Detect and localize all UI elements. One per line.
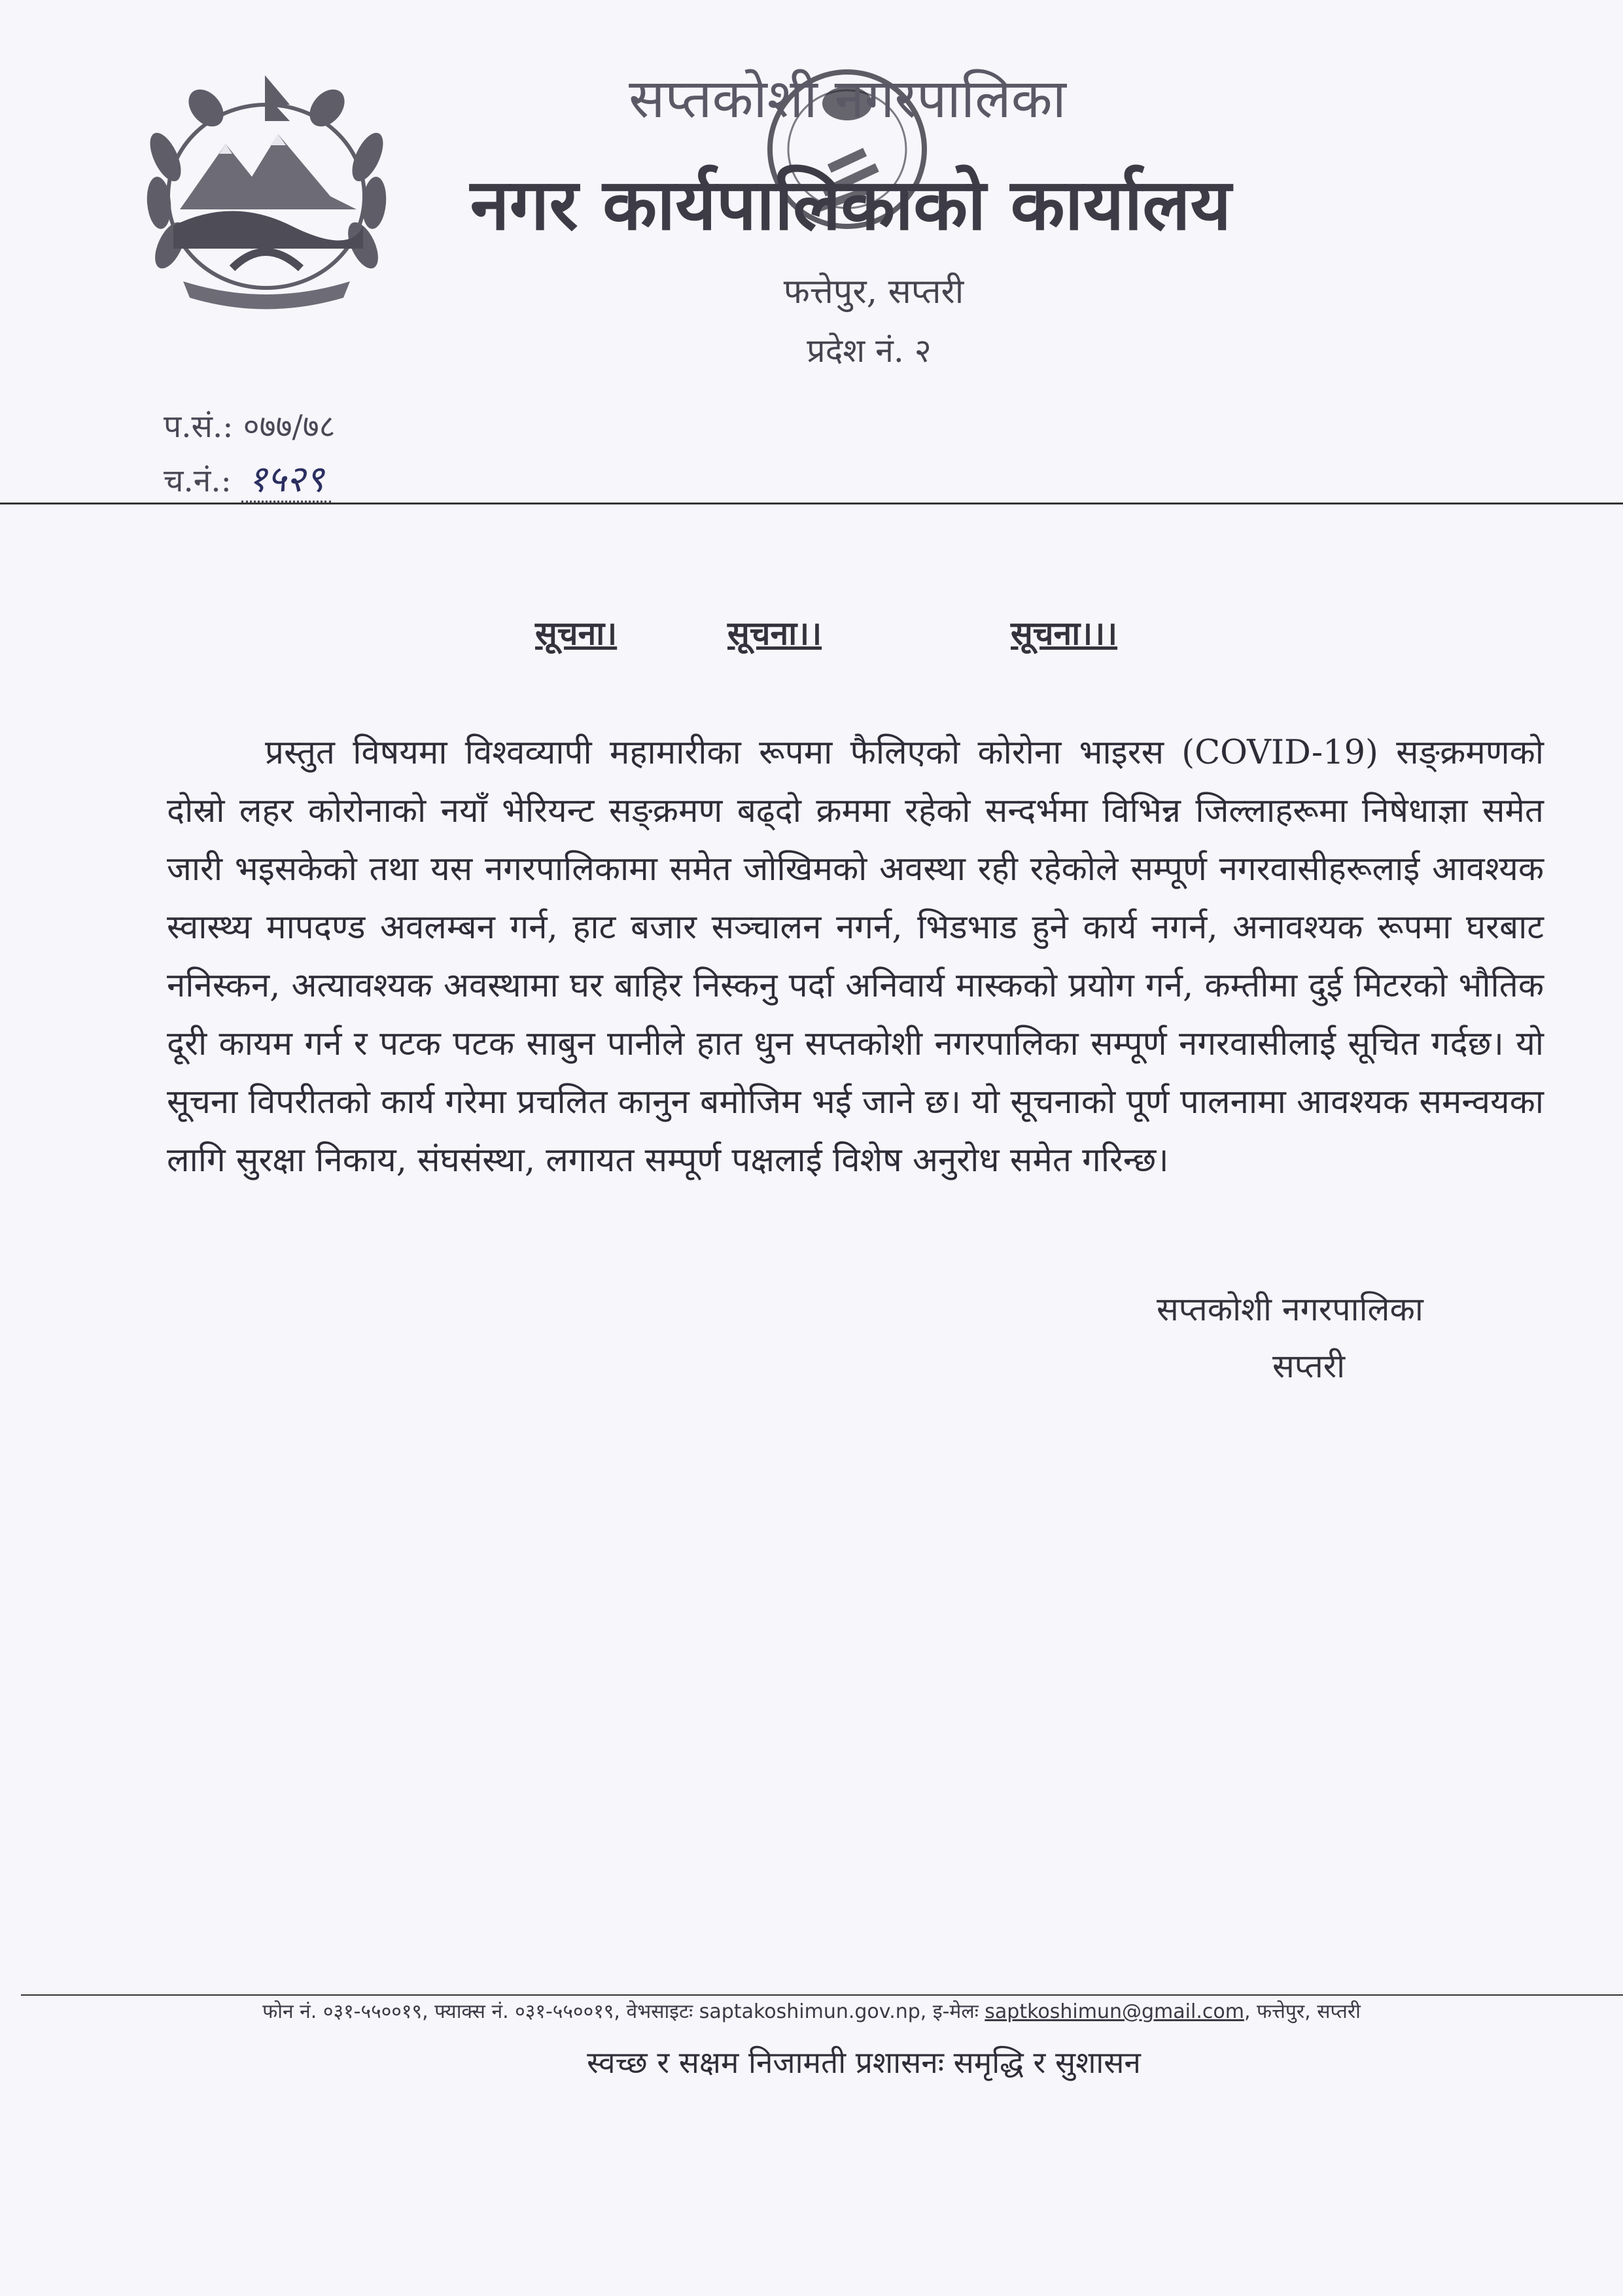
province-number: प्रदेश नं. २ <box>807 332 932 370</box>
footer-divider <box>21 1994 1623 1996</box>
ps-value: ०७७/७८ <box>243 408 336 445</box>
ps-label: प.सं.: <box>164 408 234 445</box>
cn-label: च.नं.: <box>164 463 232 499</box>
cn-value: १५२९ <box>241 458 330 503</box>
notice-body: प्रस्तुत विषयमा विश्वव्यापी महामारीका रूपमा फैलिएको कोरोना भाइरस (COVID-19) सङ्क्रमणको दोस्रो लहर कोरोनाको नयाँ भेरियन्ट सङ्क्रमण बढ्दो क्रममा रहेको सन्दर्भमा विभिन्न जिल्लाहरूमा निषेधाज्ञा समेत जारी भइसकेको तथा यस नगरपालिकामा समेत जोखिमको अवस्था रही रहेकोले सम्पूर्ण नगरवासीहरूलाई आवश्यक स्वास्थ्य मापदण्ड अवलम्बन गर्न, हाट बजार सञ्चालन नगर्न, भिडभाड हुने कार्य नगर्न, अनावश्यक रूपमा घरबाट ननिस्कन, अत्यावश्यक अवस्थामा घर बाहिर निस्कनु पर्दा अनिवार्य मास्कको प्रयोग गर्न, कम्तीमा दुई मिटरको भौतिक दूरी कायम गर्न र पटक पटक साबुन पानीले हात धुन सप्तकोशी नगरपालिका सम्पूर्ण नगरवासीलाई सूचित गर्दछ। यो सूचना विपरीतको कार्य गरेमा प्रचलित कानुन बमोजिम भई जाने छ। यो सूचनाको पूर्ण पालनामा आवश्यक समन्वयका लागि सुरक्षा निकाय, संघसंस्था, लगायत सम्पूर्ण पक्षलाई विशेष अनुरोध समेत गरिन्छ। <box>167 733 1544 1180</box>
footer-contact <box>0 1997 1623 2024</box>
footer-contact-suffix: , फत्तेपुर, सप्तरी <box>1244 2000 1361 2023</box>
footer-motto: स्वच्छ र सक्षम निजामती प्रशासनः समृद्धि र सुशासन <box>587 2045 1141 2080</box>
reference-ps <box>164 404 336 447</box>
notice-heading-2: सूचना।। <box>727 614 822 652</box>
municipality-name: सप्तकोशी नगरपालिका <box>629 68 1066 130</box>
notice-heading-3: सूचना।।। <box>1011 614 1118 652</box>
notice-heading-1: सूचना। <box>535 614 618 652</box>
office-address: फत्तेपुर, सप्तरी <box>783 272 964 311</box>
footer-contact-prefix: फोन नं. ०३१-५५००१९, फ्याक्स नं. ०३१-५५००१९, वेभसाइटः saptakoshimun.gov.np, इ-मेलः <box>262 2000 985 2023</box>
header-divider <box>0 503 1623 504</box>
footer-email: saptkoshimun@gmail.com <box>985 2000 1244 2023</box>
reference-cn <box>164 453 331 503</box>
office-title: नगर कार्यपालिकाको कार्यालय <box>470 164 1232 246</box>
signature-municipality: सप्तकोशी नगरपालिका <box>1157 1290 1423 1328</box>
signature-district: सप्तरी <box>1272 1347 1346 1385</box>
